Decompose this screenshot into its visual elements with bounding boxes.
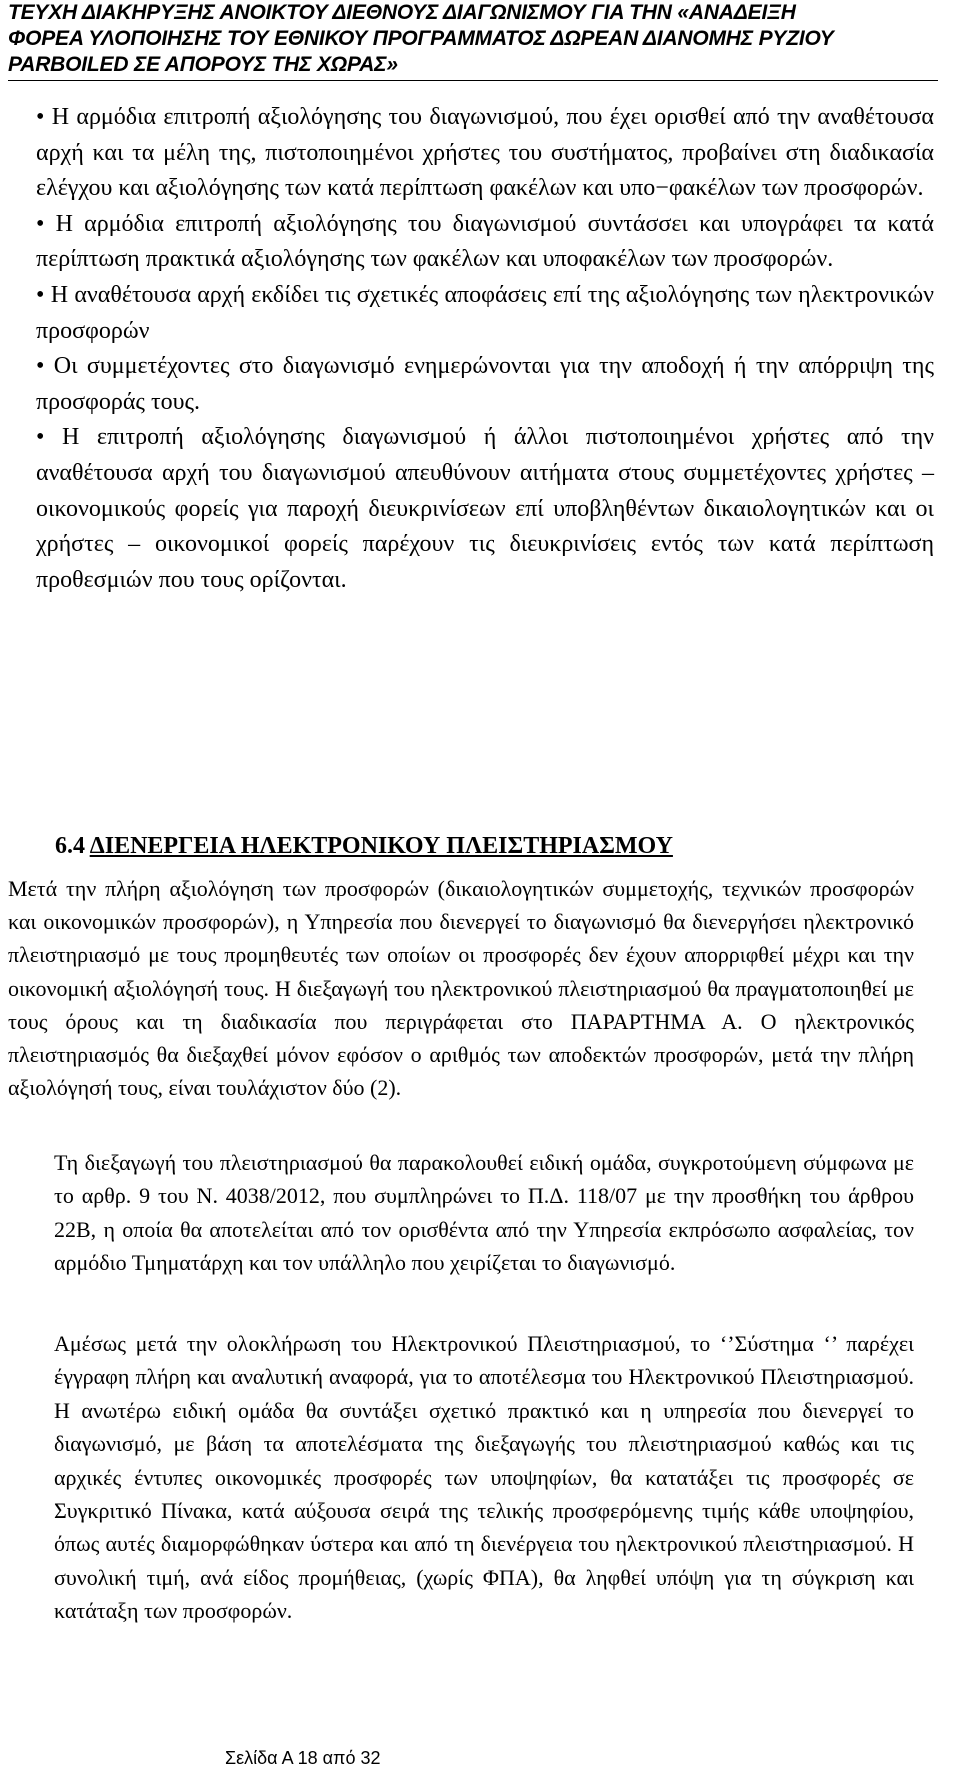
intro-paragraph: Μετά την πλήρη αξιολόγηση των προσφορών (δικαιολογητικών συμμετοχής, τεχνικών προσφορών και οικονομικών προσφορών), η Υπηρεσία που διενεργεί το διαγωνισμό θα διενεργήσει ηλεκτρονικό πλειστηριασμό με τους προμηθευτές των οποίων οι προσφορές δεν έχουν απορριφθεί μέχρι και την οικονομική αξιολόγησή τους. Η διεξαγωγή του ηλεκτρονικού πλειστηριασμού θα πραγματοποιηθεί με τους όρους και τη διαδικασία που περιγράφεται στο ΠΑΡΑΡΤΗΜΑ Α. Ο ηλεκτρονικός πλειστηριασμός θα διεξαχθεί μόνον εφόσον ο αριθμός των αποδεκτών προσφορών, μετά την πλήρη αξιολόγησή τους, είναι τουλάχιστον δύο (2). [8, 876, 914, 1101]
section-heading [55, 830, 673, 862]
bullet-list [36, 100, 934, 598]
page-number: Σελίδα Α 18 από 32 [225, 1748, 381, 1768]
document-header [8, 0, 938, 81]
header-line-1: ΤΕΥΧΗ ΔΙΑΚΗΡΥΞΗΣ ΑΝΟΙΚΤΟΥ ΔΙΕΘΝΟΥΣ ΔΙΑΓΩΝΙΣΜΟΥ ΓΙΑ ΤΗΝ «ΑΝΑΔΕΙΞΗ [8, 1, 796, 24]
header-line-3: PARBOILED ΣΕ ΑΠΟΡΟΥΣ ΤΗΣ ΧΩΡΑΣ» [8, 53, 398, 76]
monitoring-team-paragraph: Τη διεξαγωγή του πλειστηριασμού θα παρακολουθεί ειδική ομάδα, συγκροτούμενη σύμφωνα με το αρθρ. 9 του Ν. 4038/2012, που συμπληρώνει το Π.Δ. 118/07 με την προσθήκη του άρθρου 22Β, η οποία θα αποτελείται από τον ορισθέντα από την Υπηρεσία εκπρόσωπο ασφαλείας, τον αρμόδιο Τμηματάρχη και τον υπάλληλο που χειρίζεται το διαγωνισμό. [54, 1150, 914, 1276]
bullet-item: • Οι συμμετέχοντες στο διαγωνισμό ενημερώνονται για την αποδοχή ή την απόρριψη της προσφοράς τους. [36, 349, 934, 420]
bullet-item: • Η αναθέτουσα αρχή εκδίδει τις σχετικές αποφάσεις επί της αξιολόγησης των ηλεκτρονικών προσφορών [36, 278, 934, 349]
section-number: 6.4 [55, 833, 85, 859]
bullet-item: • Η αρμόδια επιτροπή αξιολόγησης του διαγωνισμού συντάσσει και υπογράφει τα κατά περίπτωση πρακτικά αξιολόγησης των φακέλων και υποφακέλων των προσφορών. [36, 207, 934, 278]
section-title: ΔΙΕΝΕΡΓΕΙΑ ΗΛΕΚΤΡΟΝΙΚΟΥ ΠΛΕΙΣΤΗΡΙΑΣΜΟΥ [89, 833, 673, 859]
header-line-2: ΦΟΡΕΑ ΥΛΟΠΟΙΗΣΗΣ ΤΟΥ ΕΘΝΙΚΟΥ ΠΡΟΓΡΑΜΜΑΤΟΣ ΔΩΡΕΑΝ ΔΙΑΝΟΜΗΣ ΡΥΖΙΟΥ [8, 27, 834, 50]
bullet-item: • Η αρμόδια επιτροπή αξιολόγησης του διαγωνισμού, που έχει ορισθεί από την αναθέτουσα αρχή και τα μέλη της, πιστοποιημένοι χρήστες του συστήματος, προβαίνει στη διαδικασία ελέγχου και αξιολόγησης των κατά περίπτωση φακέλων και υπο−φακέλων των προσφορών. [36, 100, 934, 207]
auction-results-paragraph: Αμέσως μετά την ολοκλήρωση του Ηλεκτρονικού Πλειστηριασμού, το ‘’Σύστημα ‘’ παρέχει έγγραφη πλήρη και αναλυτική αναφορά, για το αποτέλεσμα του Ηλεκτρονικού Πλειστηριασμού. Η ανωτέρω ειδική ομάδα θα συντάξει σχετικό πρακτικό και η υπηρεσία που διενεργεί το διαγωνισμό, με βάση τα αποτελέσματα της διεξαγωγής του πλειστηριασμού καθώς και τις αρχικές έντυπες οικονομικές προσφορές των υποψηφίων, θα κατατάξει τις προσφορές σε Συγκριτικό Πίνακα, κατά αύξουσα σειρά της τελικής προσφερόμενης τιμής κάθε υποψηφίου, όπως αυτές διαμορφώθηκαν ύστερα και από τη διενέργεια του ηλεκτρονικού πλειστηριασμού. Η συνολική τιμή, ανά είδος προμήθειας, (χωρίς ΦΠΑ), θα ληφθεί υπόψη για τη σύγκριση και κατάταξη των προσφορών. [54, 1331, 914, 1624]
bullet-item: • Η επιτροπή αξιολόγησης διαγωνισμού ή άλλοι πιστοποιημένοι χρήστες από την αναθέτουσα αρχή του διαγωνισμού απευθύνουν αιτήματα στους συμμετέχοντες χρήστες – οικονομικούς φορείς για παροχή διευκρινίσεων επί υποβληθέντων δικαιολογητικών και οι χρήστες – οικονομικοί φορείς παρέχουν τις διευκρινίσεις εντός των κατά περίπτωση προθεσμιών που τους ορίζονται. [36, 420, 934, 598]
